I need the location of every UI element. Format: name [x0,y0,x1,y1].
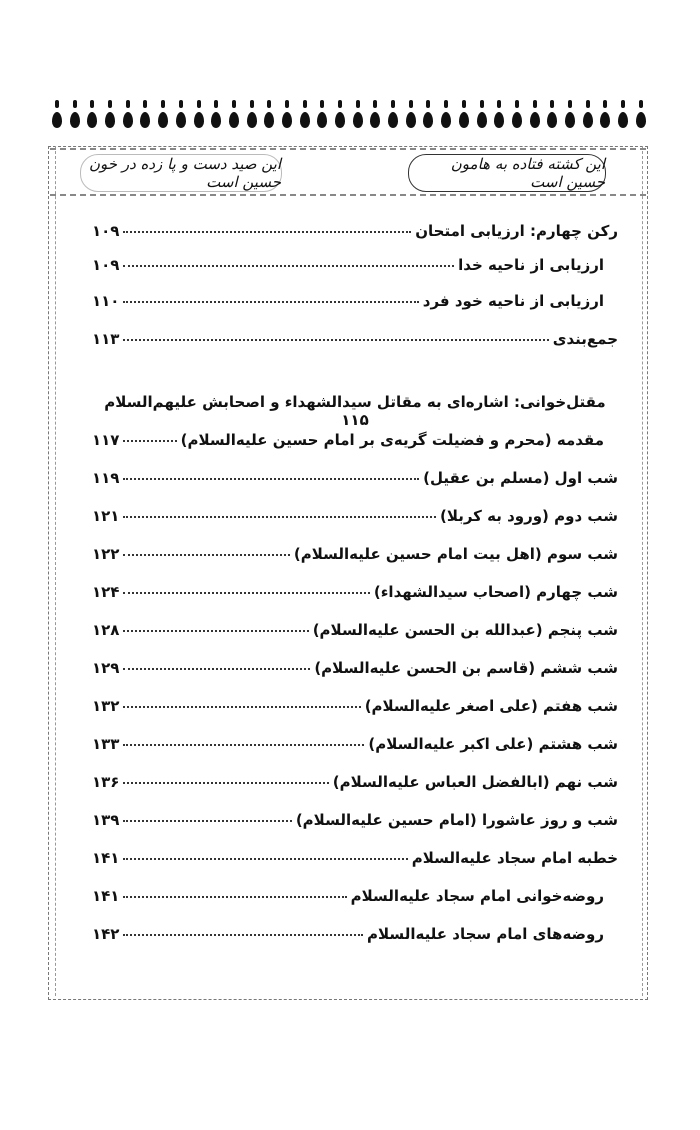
toc-entry[interactable] [92,849,618,873]
toc-entry-title: شب هشتم (علی اکبر علیه‌السلام) [368,735,618,753]
dot-leader [123,630,308,632]
toc-entry-title: شب چهارم (اصحاب سیدالشهداء) [373,583,618,601]
toc-entry-title: مقدمه (محرم و فضیلت گریه‌ی بر امام حسین علیه‌السلام) [180,431,604,449]
toc-entry-page: ۱۲۴ [92,583,120,601]
toc-entry[interactable] [92,925,604,949]
dot-leader [123,782,328,784]
toc-entry[interactable] [92,431,604,455]
toc-entry[interactable] [92,222,618,246]
toc-entry-page: ۱۳۲ [92,697,120,715]
dot-leader [123,265,454,267]
toc-entry-page: ۱۴۲ [92,925,120,943]
dot-leader [123,896,346,898]
section-heading-title: مقتل‌خوانی: اشاره‌ای به مقاتل سیدالشهداء و اصحابش علیهم‌السلام [104,393,606,411]
dot-leader [123,744,364,746]
toc-entry[interactable] [92,545,618,569]
toc-entry[interactable] [92,292,604,316]
toc-entry-title: شب دوم (ورود به کربلا) [439,507,618,525]
dot-leader [123,301,418,303]
calligraphy-cartouche-left: این صید دست و پا زده در خون حسین است [80,154,282,192]
toc-entry-page: ۱۱۳ [92,330,120,348]
toc-entry-page: ۱۲۸ [92,621,120,639]
toc-entry-page: ۱۲۹ [92,659,120,677]
toc-entry[interactable] [92,507,618,531]
toc-entry[interactable] [92,887,604,911]
toc-entry[interactable] [92,811,618,835]
toc-entry-title: جمع‌بندی [552,330,618,348]
toc-entry[interactable] [92,469,618,493]
toc-entry-title: شب سوم (اهل بیت امام حسین علیه‌السلام) [293,545,618,563]
toc-entry[interactable] [92,256,604,280]
toc-entry[interactable] [92,583,618,607]
section-heading [92,393,618,429]
toc-entry-page: ۱۰۹ [92,256,120,274]
toc-entry[interactable] [92,659,618,683]
toc-entry[interactable] [92,330,618,354]
dot-leader [123,231,411,233]
section-heading-page: ۱۱۵ [341,411,369,429]
toc-entry-page: ۱۲۱ [92,507,120,525]
toc-entry-page: ۱۴۱ [92,887,120,905]
toc-entry-page: ۱۳۳ [92,735,120,753]
dot-leader [123,858,407,860]
toc-entry-page: ۱۱۷ [92,431,120,449]
dot-leader [123,820,291,822]
toc-entry-title: شب پنجم (عبدالله بن الحسن علیه‌السلام) [312,621,618,639]
ornament-drop-icon [50,98,64,142]
ornament-drop-icon [616,98,630,142]
dot-leader [123,339,548,341]
toc-entry-title: روضه‌خوانی امام سجاد علیه‌السلام [350,887,604,905]
toc-entry-title: شب و روز عاشورا (امام حسین علیه‌السلام) [295,811,618,829]
toc-entry-page: ۱۱۹ [92,469,120,487]
toc-entry-title: شب ششم (قاسم بن الحسن علیه‌السلام) [314,659,618,677]
toc-entry[interactable] [92,697,618,721]
dot-leader [123,554,289,556]
ornament-drop-icon [634,98,648,142]
toc-entry-page: ۱۳۹ [92,811,120,829]
ornament-drop-icon [68,98,82,142]
calligraphy-cartouche-right: این کشته فتاده به هامون حسین است [408,154,606,192]
table-of-contents [92,0,618,1130]
dot-leader [123,516,436,518]
toc-entry[interactable] [92,621,618,645]
toc-entry-title: خطبه امام سجاد علیه‌السلام [411,849,618,867]
toc-entry-title: ارزیابی از ناحیه خدا [458,256,604,274]
toc-entry-title: شب هفتم (علی اصغر علیه‌السلام) [364,697,618,715]
dot-leader [123,934,363,936]
dot-leader [123,706,360,708]
toc-entry-title: شب اول (مسلم بن عقیل) [423,469,618,487]
toc-entry-page: ۱۲۲ [92,545,120,563]
dot-leader [123,592,369,594]
toc-entry-page: ۱۴۱ [92,849,120,867]
toc-entry-title: رکن چهارم: ارزیابی امتحان [415,222,618,240]
toc-entry[interactable] [92,773,618,797]
toc-entry-page: ۱۰۹ [92,222,120,240]
dot-leader [123,478,419,480]
toc-entry[interactable] [92,735,618,759]
dot-leader [123,440,176,442]
toc-entry-page: ۱۳۶ [92,773,120,791]
toc-entry-title: شب نهم (ابالفضل العباس علیه‌السلام) [332,773,618,791]
toc-entry-title: روضه‌های امام سجاد علیه‌السلام [367,925,604,943]
dot-leader [123,668,310,670]
toc-entry-title: ارزیابی از ناحیه خود فرد [422,292,604,310]
toc-entry-page: ۱۱۰ [92,292,120,310]
